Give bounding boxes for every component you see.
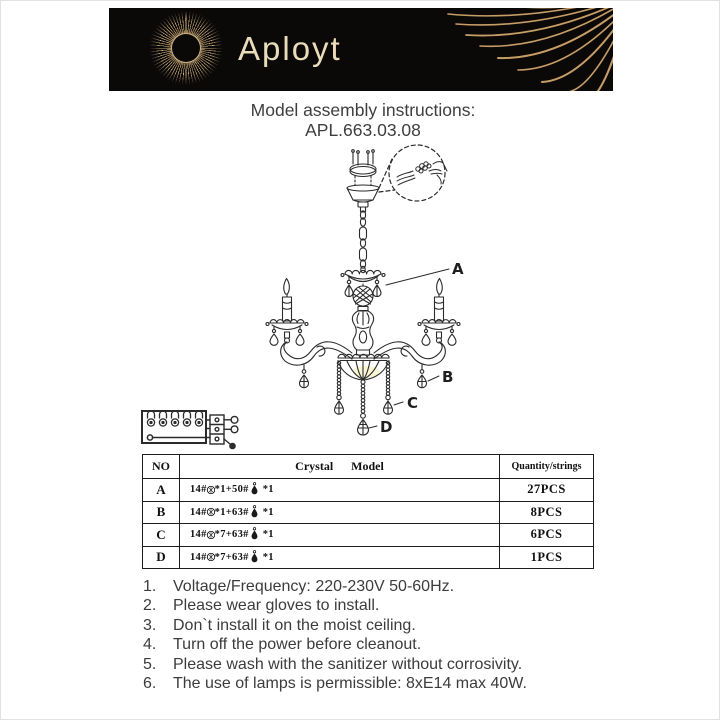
title-block: [1, 100, 720, 140]
part-letter: B: [143, 501, 180, 524]
instruction-item: [143, 577, 603, 596]
header-quantity: Quantity/strings: [500, 455, 594, 479]
candle-left: [266, 279, 308, 346]
wiring-callout: [379, 145, 447, 201]
chandelier-arm-left: [281, 342, 352, 388]
crystal-model: 14# *1+63# *1: [190, 506, 274, 518]
crystal-model: 14# *1+50# *1: [190, 484, 274, 496]
table-row: [143, 524, 594, 547]
instruction-number: 5.: [143, 655, 157, 673]
crystal-bowl-icon: [338, 354, 389, 384]
part-label-b: B: [442, 368, 454, 386]
instruction-number: 3.: [143, 616, 157, 634]
part-letter: C: [143, 524, 180, 547]
table-header-row: [143, 455, 594, 479]
octagon-crystal-icon: [207, 531, 215, 539]
quantity: 6PCS: [500, 524, 594, 547]
assembly-diagram: [241, 137, 491, 453]
leader-line-c: [394, 402, 403, 405]
quantity: 8PCS: [500, 501, 594, 524]
instruction-item: [143, 616, 603, 635]
crystal-ball-icon: [353, 284, 373, 311]
page-title: Model assembly instructions:: [250, 100, 476, 120]
teardrop-crystal-icon: [250, 505, 259, 518]
teardrop-crystal-icon: [250, 527, 259, 540]
part-letter: D: [143, 546, 180, 569]
parts-table: [142, 454, 594, 569]
crystal-model: 14# *7+63# *1: [190, 551, 274, 563]
teardrop-crystal-icon: [250, 482, 259, 495]
part-label-d: D: [380, 418, 393, 436]
part-label-c: C: [407, 394, 419, 412]
quantity: 1PCS: [500, 546, 594, 569]
teardrop-crystal-icon: [250, 550, 259, 563]
wire-rings: [224, 416, 238, 448]
instruction-item: [143, 674, 603, 693]
instruction-number: 6.: [143, 675, 157, 693]
instruction-text: Please wear gloves to install.: [173, 597, 380, 615]
instruction-number: 4.: [143, 636, 157, 654]
instruction-text: Don`t install it on the moist ceiling.: [173, 616, 416, 634]
leader-line-d: [369, 426, 377, 428]
leader-line-b: [428, 376, 439, 381]
instructions-list: [143, 577, 603, 693]
starburst-icon: [149, 11, 223, 85]
mounting-plate-icon: [350, 164, 376, 185]
instruction-item: [143, 596, 603, 615]
chandelier-arm-right: [374, 342, 445, 388]
instruction-text: Please wash with the sanitizer without corrosivity.: [173, 655, 523, 673]
part-label-a: A: [452, 260, 464, 278]
octagon-crystal-icon: [207, 486, 215, 494]
table-row: [143, 546, 594, 569]
header-crystal-model: Crystal Model: [180, 455, 500, 479]
instruction-item: [143, 655, 603, 674]
brand-banner: [109, 8, 613, 91]
wiring-diagram: [136, 404, 241, 452]
brand-name: Aployt: [238, 30, 342, 67]
decorative-rays-icon: [373, 8, 613, 91]
crystal-model: 14# *7+63# *1: [190, 529, 274, 541]
hanging-chain-icon: [360, 211, 367, 273]
glass-column-icon: [352, 311, 373, 355]
instruction-item: [143, 635, 603, 654]
ceiling-screws-icon: [352, 150, 375, 165]
instruction-text: Voltage/Frequency: 220-230V 50-60Hz.: [173, 578, 455, 595]
terminal-screws: [147, 411, 202, 426]
candle-right: [418, 279, 460, 346]
terminal-block: [210, 415, 224, 444]
instruction-text: Turn off the power before cleanout.: [173, 636, 422, 654]
quantity: 27PCS: [500, 479, 594, 502]
instruction-number: 2.: [143, 597, 157, 615]
header-no: NO: [143, 455, 180, 479]
part-letter: A: [143, 479, 180, 502]
bead-strand-center: [358, 384, 369, 435]
model-number: APL.663.03.08: [305, 120, 421, 140]
octagon-crystal-icon: [207, 553, 215, 561]
canopy-icon: [347, 185, 379, 212]
table-row: [143, 479, 594, 502]
instruction-text: The use of lamps is permissible: 8xE14 max 40W.: [173, 675, 527, 693]
octagon-crystal-icon: [207, 508, 215, 516]
leader-line-a: [386, 269, 449, 285]
hand-twisting-wires-icon: [397, 162, 447, 185]
table-row: [143, 501, 594, 524]
instruction-number: 1.: [143, 578, 157, 595]
